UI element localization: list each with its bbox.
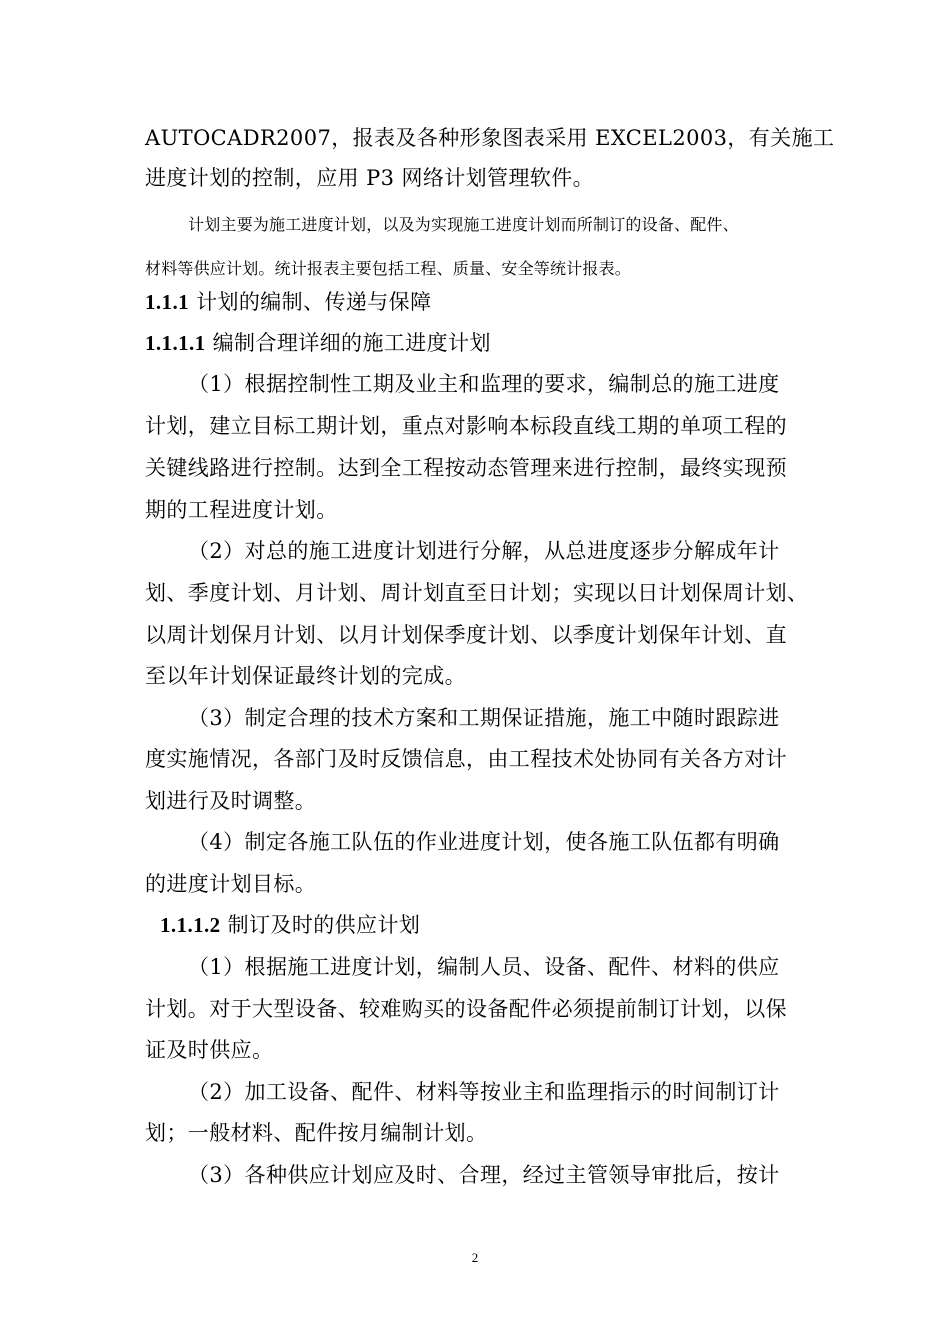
paragraph-line: 以周计划保月计划、以月计划保季度计划、以季度计划保年计划、直	[145, 623, 787, 647]
section-heading-1-1-1-1	[145, 329, 491, 357]
paragraph-line: 计划，建立目标工期计划，重点对影响本标段直线工期的单项工程的	[145, 414, 787, 438]
paragraph-line: 划、季度计划、月计划、周计划直至日计划；实现以日计划保周计划、	[145, 581, 809, 605]
heading-text: 编制合理详细的施工进度计划	[212, 331, 491, 355]
paragraph-line: （2）加工设备、配件、材料等按业主和监理指示的时间制订计	[188, 1080, 780, 1104]
paragraph-line: （1）根据施工进度计划，编制人员、设备、配件、材料的供应	[188, 955, 780, 979]
heading-number: 1.1.1.1	[145, 331, 206, 355]
paragraph-line: 计划。对于大型设备、较难购买的设备配件必须提前制订计划，以保	[145, 997, 787, 1021]
paragraph-line: 期的工程进度计划。	[145, 498, 338, 522]
paragraph-line: 证及时供应。	[145, 1038, 274, 1062]
page-number: 2	[471, 1250, 479, 1265]
section-heading-1-1-1	[145, 288, 431, 316]
heading-number: 1.1.1.2	[160, 913, 221, 937]
heading-text: 制订及时的供应计划	[227, 913, 421, 937]
paragraph-line: AUTOCADR2007，报表及各种形象图表采用 EXCEL2003，有关施工	[145, 126, 835, 150]
section-heading-1-1-1-2	[160, 911, 420, 939]
paragraph-line: 的进度计划目标。	[145, 872, 317, 896]
paragraph-line: （3）各种供应计划应及时、合理，经过主管领导审批后，按计	[188, 1163, 780, 1187]
paragraph-line: 关键线路进行控制。达到全工程按动态管理来进行控制，最终实现预	[145, 456, 787, 480]
paragraph-line: 计划主要为施工进度计划，以及为实现施工进度计划而所制订的设备、配件、	[188, 215, 739, 234]
paragraph-line: 划；一般材料、配件按月编制计划。	[145, 1121, 488, 1145]
heading-text: 计划的编制、传递与保障	[196, 290, 432, 314]
paragraph-line: （4）制定各施工队伍的作业进度计划，使各施工队伍都有明确	[188, 830, 780, 854]
paragraph-line: 材料等供应计划。统计报表主要包括工程、质量、安全等统计报表。	[145, 259, 632, 278]
paragraph-line: 度实施情况，各部门及时反馈信息，由工程技术处协同有关各方对计	[145, 747, 787, 771]
paragraph-line: （1）根据控制性工期及业主和监理的要求，编制总的施工进度	[188, 372, 780, 396]
paragraph-line: 至以年计划保证最终计划的完成。	[145, 664, 466, 688]
paragraph-line: （3）制定合理的技术方案和工期保证措施，施工中随时跟踪进	[188, 706, 780, 730]
heading-number: 1.1.1	[145, 290, 189, 314]
paragraph-line: 划进行及时调整。	[145, 789, 317, 813]
paragraph-line: 进度计划的控制，应用 P3 网络计划管理软件。	[145, 166, 595, 190]
paragraph-line: （2）对总的施工进度计划进行分解，从总进度逐步分解成年计	[188, 539, 780, 563]
